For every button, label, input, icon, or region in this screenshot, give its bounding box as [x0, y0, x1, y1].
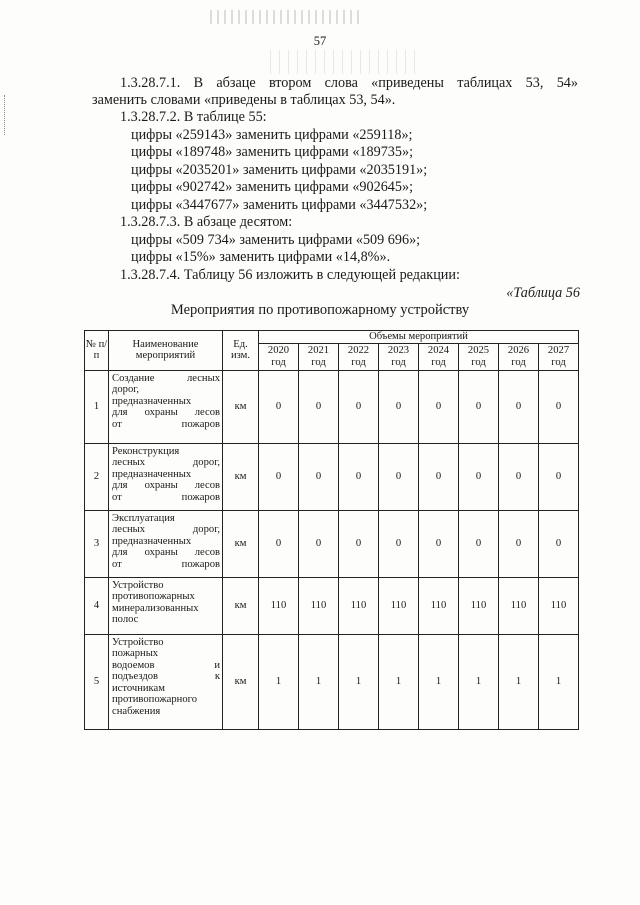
row-number: 4 [85, 577, 109, 634]
header-year: 2024 год [419, 343, 459, 370]
amendment-line-2: цифры «189748» заменить цифрами «189735»; [131, 144, 414, 160]
unit-cell: км [223, 577, 259, 634]
volume-cell: 1 [259, 634, 299, 729]
volume-cell: 1 [379, 634, 419, 729]
row-number: 5 [85, 634, 109, 729]
volume-cell: 0 [539, 510, 579, 577]
volume-cell: 0 [339, 443, 379, 510]
volume-cell: 0 [459, 443, 499, 510]
row-number: 3 [85, 510, 109, 577]
volume-cell: 110 [539, 577, 579, 634]
scan-margin-mark [4, 95, 6, 135]
paragraph-4: 1.3.28.7.4. Таблицу 56 изложить в следующей редакции: [120, 267, 460, 283]
volume-cell: 0 [379, 443, 419, 510]
table-row [85, 370, 579, 443]
amendment-line-7: цифры «15%» заменить цифрами «14,8%». [131, 249, 391, 265]
volume-cell: 0 [459, 370, 499, 443]
header-year: 2027 год [539, 343, 579, 370]
header-year: 2021 год [299, 343, 339, 370]
volume-cell: 0 [539, 370, 579, 443]
scan-artifact [210, 10, 360, 24]
row-number: 1 [85, 370, 109, 443]
page-number: 57 [313, 34, 327, 48]
header-year: 2022 год [339, 343, 379, 370]
volume-cell: 110 [339, 577, 379, 634]
table-title: Мероприятия по противопожарному устройству [170, 302, 470, 318]
table-row [85, 577, 579, 634]
volume-cell: 0 [259, 443, 299, 510]
scan-artifact [270, 50, 420, 74]
amendment-line-6: цифры «509 734» заменить цифрами «509 696»; [131, 232, 421, 248]
table-caption: «Таблица 56 [506, 285, 580, 301]
volume-cell: 0 [339, 370, 379, 443]
header-unit: Ед. изм. [223, 331, 259, 371]
measure-name: Создание лесных дорог, предназначенных для охраны лесов от пожаров [109, 370, 223, 443]
header-year: 2023 год [379, 343, 419, 370]
measure-name: Устройство пожарных водоемов и подъездов к источникам противопожарного снабжения [109, 634, 223, 729]
volume-cell: 0 [419, 370, 459, 443]
volume-cell: 0 [419, 510, 459, 577]
volume-cell: 1 [339, 634, 379, 729]
volume-cell: 110 [299, 577, 339, 634]
unit-cell: км [223, 370, 259, 443]
header-year: 2026 год [499, 343, 539, 370]
unit-cell: км [223, 634, 259, 729]
paragraph-2: 1.3.28.7.2. В таблице 55: [120, 109, 267, 125]
amendment-line-3: цифры «2035201» заменить цифрами «2035191»; [131, 162, 428, 178]
volume-cell: 0 [379, 510, 419, 577]
amendment-line-4: цифры «902742» заменить цифрами «902645»; [131, 179, 414, 195]
paragraph-1-line-1: 1.3.28.7.1. В абзаце втором слова «приведены таблицах 53, 54» [120, 75, 578, 91]
volume-cell: 1 [539, 634, 579, 729]
volume-cell: 1 [419, 634, 459, 729]
volume-cell: 0 [539, 443, 579, 510]
amendment-line-1: цифры «259143» заменить цифрами «259118»; [131, 127, 413, 143]
volume-cell: 0 [259, 370, 299, 443]
amendment-line-5: цифры «3447677» заменить цифрами «3447532»; [131, 197, 428, 213]
volume-cell: 0 [419, 443, 459, 510]
volume-cell: 0 [299, 443, 339, 510]
row-number: 2 [85, 443, 109, 510]
volume-cell: 1 [499, 634, 539, 729]
table-row [85, 510, 579, 577]
unit-cell: км [223, 443, 259, 510]
volume-cell: 110 [499, 577, 539, 634]
header-name: Наименование мероприятий [109, 331, 223, 371]
volume-cell: 110 [419, 577, 459, 634]
volume-cell: 0 [499, 510, 539, 577]
table-row [85, 634, 579, 729]
volume-cell: 110 [259, 577, 299, 634]
volume-cell: 1 [299, 634, 339, 729]
header-volumes: Объемы мероприятий [259, 331, 579, 344]
paragraph-3: 1.3.28.7.3. В абзаце десятом: [120, 214, 293, 230]
header-num: № п/п [85, 331, 109, 371]
volume-cell: 1 [459, 634, 499, 729]
volume-cell: 0 [259, 510, 299, 577]
measure-name: Эксплуатация лесных дорог, предназначенных для охраны лесов от пожаров [109, 510, 223, 577]
volume-cell: 0 [339, 510, 379, 577]
volume-cell: 0 [299, 370, 339, 443]
header-year: 2025 год [459, 343, 499, 370]
volume-cell: 0 [459, 510, 499, 577]
measures-table [84, 330, 579, 730]
volume-cell: 110 [459, 577, 499, 634]
measure-name: Реконструкция лесных дорог, предназначенных для охраны лесов от пожаров [109, 443, 223, 510]
unit-cell: км [223, 510, 259, 577]
volume-cell: 110 [379, 577, 419, 634]
volume-cell: 0 [379, 370, 419, 443]
volume-cell: 0 [499, 443, 539, 510]
paragraph-1-line-2: заменить словами «приведены в таблицах 53, 54». [92, 92, 396, 108]
header-year: 2020 год [259, 343, 299, 370]
measure-name: Устройство противопожарных минерализованных полос [109, 577, 223, 634]
table-row [85, 443, 579, 510]
volume-cell: 0 [299, 510, 339, 577]
volume-cell: 0 [499, 370, 539, 443]
